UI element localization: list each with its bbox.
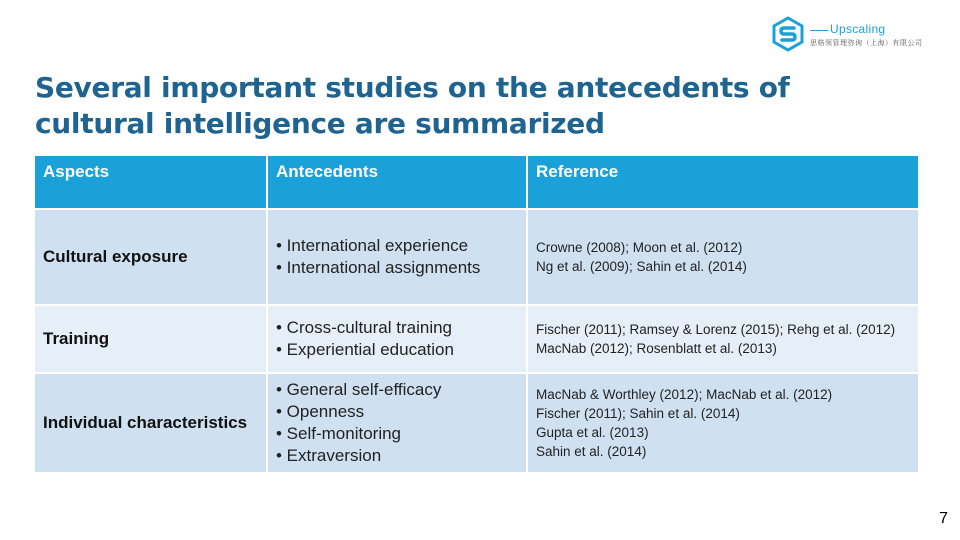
antecedents-cell [267, 305, 527, 373]
reference-cell [527, 209, 919, 305]
aspect-cell: Individual characteristics [35, 373, 267, 473]
antecedent-item: • International experience [276, 236, 469, 255]
reference-item: Fischer (2011); Sahin et al. (2014) [536, 406, 740, 421]
antecedent-item: • Extraversion [276, 446, 382, 465]
upscaling-s-logo-icon [770, 16, 806, 52]
reference-item: MacNab & Worthley (2012); MacNab et al. (2012) [536, 387, 833, 402]
antecedents-cell [267, 373, 527, 473]
antecedent-item: • Cross-cultural training [276, 318, 453, 337]
antecedents-table [35, 156, 920, 474]
aspect-cell: Cultural exposure [35, 209, 267, 305]
header-antecedents: Antecedents [267, 156, 527, 209]
reference-item: Sahin et al. (2014) [536, 444, 647, 459]
reference-item: Fischer (2011); Ramsey & Lorenz (2015); Rehg et al. (2012) [536, 322, 896, 337]
reference-cell [527, 373, 919, 473]
table-row [35, 209, 919, 305]
page-number: 7 [939, 510, 948, 527]
antecedents-cell [267, 209, 527, 305]
table-header-row [35, 156, 919, 209]
aspect-cell: Training [35, 305, 267, 373]
antecedent-item: • International assignments [276, 258, 481, 277]
table-row [35, 305, 919, 373]
reference-item: Ng et al. (2009); Sahin et al. (2014) [536, 259, 747, 274]
slide-title: Several important studies on the antecedents of cultural intelligence are summarized [35, 71, 790, 140]
reference-cell [527, 305, 919, 373]
header-reference: Reference [527, 156, 919, 209]
reference-item: MacNab (2012); Rosenblatt et al. (2013) [536, 341, 777, 356]
antecedent-item: • Experiential education [276, 340, 454, 359]
antecedent-item: • General self-efficacy [276, 380, 442, 399]
logo-name: Upscaling [830, 22, 886, 36]
logo-subtitle: 思格领管理咨询（上海）有限公司 [810, 40, 923, 47]
reference-item: Crowne (2008); Moon et al. (2012) [536, 240, 743, 255]
reference-item: Gupta et al. (2013) [536, 425, 649, 440]
antecedent-item: • Self-monitoring [276, 424, 402, 443]
header-aspects: Aspects [35, 156, 267, 209]
table-row [35, 373, 919, 473]
antecedent-item: • Openness [276, 402, 365, 421]
logo-divider-line [810, 30, 828, 31]
